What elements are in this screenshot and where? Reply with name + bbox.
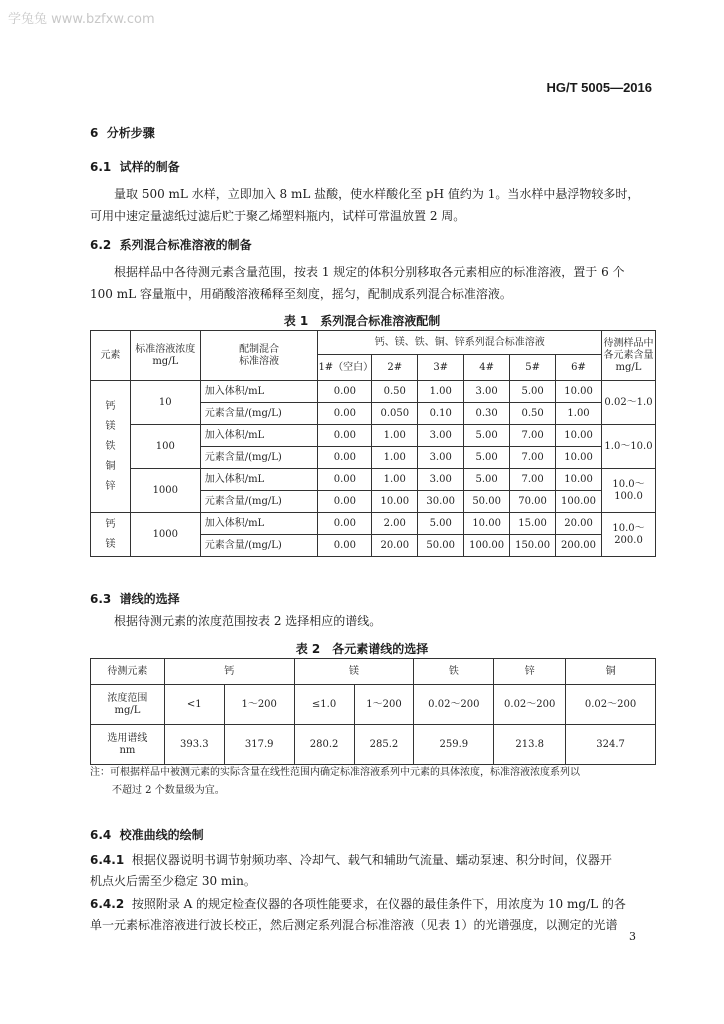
value-cell: 10.00: [556, 425, 602, 447]
value-cell: 0.50: [372, 381, 418, 403]
conc-cell: 1000: [130, 513, 200, 557]
header-concentration: 标准溶液浓度 mg/L: [130, 331, 200, 381]
value-cell: 3.00: [418, 447, 464, 469]
page-number: 3: [629, 930, 636, 943]
element-header: 镁: [294, 659, 414, 685]
table-2-caption: 表 2 各元素谱线的选择: [295, 642, 429, 656]
value-cell: 1.00: [372, 469, 418, 491]
value-cell: 317.9: [224, 725, 294, 765]
paragraph-line: 机点火后需至少稳定 30 min。: [90, 874, 256, 888]
conc-cell: 100: [130, 425, 200, 469]
value-cell: 7.00: [510, 425, 556, 447]
value-cell: 20.00: [556, 513, 602, 535]
section-title: 谱线的选择: [119, 592, 180, 606]
header-element: 元素: [91, 331, 131, 381]
row-label: 加入体积/mL: [200, 381, 318, 403]
value-cell: 0.00: [318, 425, 372, 447]
row-label: 元素含量/(mg/L): [200, 403, 318, 425]
paragraph-line: 量取 500 mL 水样，立即加入 8 mL 盐酸，使水样酸化至 pH 值约为 1。当水样中悬浮物较多时，: [114, 187, 640, 201]
header-range: 待测样品中 各元素含量 mg/L: [602, 331, 656, 381]
section-6-3-heading: [90, 590, 180, 607]
col-header: 6#: [556, 355, 602, 381]
value-cell: 2.00: [372, 513, 418, 535]
watermark: 学兔兔 www.bzfxw.com: [8, 12, 155, 27]
value-cell: 50.00: [464, 491, 510, 513]
value-cell: 50.00: [418, 535, 464, 557]
paragraph-line: 单一元素标准溶液进行波长校正，然后测定系列混合标准溶液（见表 1）的光谱强度，以测定的光谱: [90, 918, 618, 932]
element-header: 铜: [566, 659, 656, 685]
table-row: [91, 381, 656, 403]
col-header: 2#: [372, 355, 418, 381]
value-cell: 0.00: [318, 447, 372, 469]
value-cell: 10.00: [556, 381, 602, 403]
section-number: 6.3: [90, 592, 112, 606]
paragraph-6-4-1-line1: [90, 849, 612, 871]
section-title: 系列混合标准溶液的制备: [119, 238, 252, 252]
section-number: 6.2: [90, 238, 112, 252]
value-cell: 0.50: [510, 403, 556, 425]
col-header: 3#: [418, 355, 464, 381]
value-cell: 324.7: [566, 725, 656, 765]
value-cell: 259.9: [414, 725, 494, 765]
value-cell: 280.2: [294, 725, 354, 765]
value-cell: 3.00: [418, 425, 464, 447]
conc-cell: 10: [130, 381, 200, 425]
element-header: 钙: [164, 659, 294, 685]
section-6-heading: [90, 124, 155, 141]
value-cell: 0.30: [464, 403, 510, 425]
section-title: 试样的制备: [119, 160, 180, 174]
section-number: 6: [90, 126, 99, 140]
value-cell: 0.02～200: [414, 685, 494, 725]
value-cell: 0.00: [318, 535, 372, 557]
value-cell: <1: [164, 685, 224, 725]
value-cell: 30.00: [418, 491, 464, 513]
row-label: 加入体积/mL: [200, 469, 318, 491]
row-label: 元素含量/(mg/L): [200, 491, 318, 513]
paragraph-line: 根据待测元素的浓度范围按表 2 选择相应的谱线。: [114, 614, 382, 628]
value-cell: 0.02～200: [494, 685, 566, 725]
value-cell: 1.00: [418, 381, 464, 403]
line-label: 选用谱线 nm: [91, 725, 165, 765]
value-cell: 5.00: [418, 513, 464, 535]
value-cell: 0.00: [318, 469, 372, 491]
value-cell: 10.00: [556, 469, 602, 491]
section-title: 校准曲线的绘制: [119, 828, 204, 842]
table-row: [91, 725, 656, 765]
value-cell: 3.00: [418, 469, 464, 491]
value-cell: 1～200: [224, 685, 294, 725]
row-label: 加入体积/mL: [200, 425, 318, 447]
value-cell: 285.2: [354, 725, 414, 765]
value-cell: 10.00: [464, 513, 510, 535]
paragraph-line: 100 mL 容量瓶中，用硝酸溶液稀释至刻度，摇匀，配制成系列混合标准溶液。: [90, 287, 512, 301]
value-cell: 10.00: [556, 447, 602, 469]
range-cell: 0.02～1.0: [602, 381, 656, 425]
note-line: 不超过 2 个数量级为宜。: [112, 785, 225, 796]
range-cell: 10.0～100.0: [602, 469, 656, 513]
value-cell: 200.00: [556, 535, 602, 557]
value-cell: 7.00: [510, 469, 556, 491]
header-series: 钙、镁、铁、铜、锌系列混合标准溶液: [318, 331, 602, 355]
section-number: 6.1: [90, 160, 112, 174]
row-label: 加入体积/mL: [200, 513, 318, 535]
table-row: [91, 513, 656, 535]
value-cell: 0.00: [318, 491, 372, 513]
value-cell: 0.00: [318, 381, 372, 403]
range-cell: 1.0～10.0: [602, 425, 656, 469]
value-cell: 0.00: [318, 513, 372, 535]
value-cell: 20.00: [372, 535, 418, 557]
element-header: 锌: [494, 659, 566, 685]
section-6-4-heading: [90, 826, 204, 843]
conc-cell: 1000: [130, 469, 200, 513]
value-cell: 213.8: [494, 725, 566, 765]
header-element: 待测元素: [91, 659, 165, 685]
element-header: 铁: [414, 659, 494, 685]
value-cell: 150.00: [510, 535, 556, 557]
value-cell: 3.00: [464, 381, 510, 403]
section-title: 分析步骤: [106, 126, 155, 140]
value-cell: 0.02～200: [566, 685, 656, 725]
value-cell: 0.00: [318, 403, 372, 425]
value-cell: 100.00: [556, 491, 602, 513]
section-6-1-heading: [90, 158, 180, 175]
value-cell: 1.00: [556, 403, 602, 425]
value-cell: 7.00: [510, 447, 556, 469]
table-1: [90, 330, 656, 557]
section-6-2-heading: [90, 236, 252, 253]
element-group-1: 钙 镁 铁 铜 锌: [91, 381, 131, 513]
value-cell: 1.00: [372, 447, 418, 469]
value-cell: 5.00: [464, 447, 510, 469]
standard-number: HG/T 5005—2016: [546, 80, 652, 95]
table-2: [90, 658, 656, 765]
table-row: [91, 425, 656, 447]
value-cell: 5.00: [464, 469, 510, 491]
value-cell: 10.00: [372, 491, 418, 513]
row-label: 元素含量/(mg/L): [200, 535, 318, 557]
range-label: 浓度范围 mg/L: [91, 685, 165, 725]
value-cell: 393.3: [164, 725, 224, 765]
value-cell: 70.00: [510, 491, 556, 513]
note-line: 注：可根据样品中被测元素的实际含量在线性范围内确定标准溶液系列中元素的具体浓度，标准溶液浓度系列以: [90, 767, 580, 778]
paragraph-line: 根据样品中各待测元素含量范围，按表 1 规定的体积分别移取各元素相应的标准溶液，置于 6 个: [114, 265, 625, 279]
table-1-caption: 表 1 系列混合标准溶液配制: [283, 314, 441, 328]
col-header: 5#: [510, 355, 556, 381]
element-group-2: 钙 镁: [91, 513, 131, 557]
paragraph-6-4-2-line1: [90, 893, 626, 915]
col-header: 4#: [464, 355, 510, 381]
value-cell: 1.00: [372, 425, 418, 447]
value-cell: 5.00: [464, 425, 510, 447]
clause-number: 6.4.1: [90, 853, 125, 867]
value-cell: 15.00: [510, 513, 556, 535]
table-row: [91, 469, 656, 491]
value-cell: 0.050: [372, 403, 418, 425]
value-cell: 0.10: [418, 403, 464, 425]
paragraph-line: 可用中速定量滤纸过滤后贮于聚乙烯塑料瓶内，试样可常温放置 2 周。: [90, 209, 466, 223]
clause-number: 6.4.2: [90, 897, 125, 911]
row-label: 元素含量/(mg/L): [200, 447, 318, 469]
paragraph-text: 根据仪器说明书调节射频功率、冷却气、载气和辅助气流量、蠕动泵速、积分时间，仪器开: [131, 853, 612, 867]
paragraph-text: 按照附录 A 的规定检查仪器的各项性能要求，在仪器的最佳条件下，用浓度为 10 mg/L 的各: [131, 897, 626, 911]
table-row: [91, 685, 656, 725]
value-cell: ≤1.0: [294, 685, 354, 725]
section-number: 6.4: [90, 828, 112, 842]
col-header: 1#（空白）: [318, 355, 372, 381]
value-cell: 100.00: [464, 535, 510, 557]
value-cell: 5.00: [510, 381, 556, 403]
header-preparation: 配制混合 标准溶液: [200, 331, 318, 381]
range-cell: 10.0～200.0: [602, 513, 656, 557]
value-cell: 1～200: [354, 685, 414, 725]
